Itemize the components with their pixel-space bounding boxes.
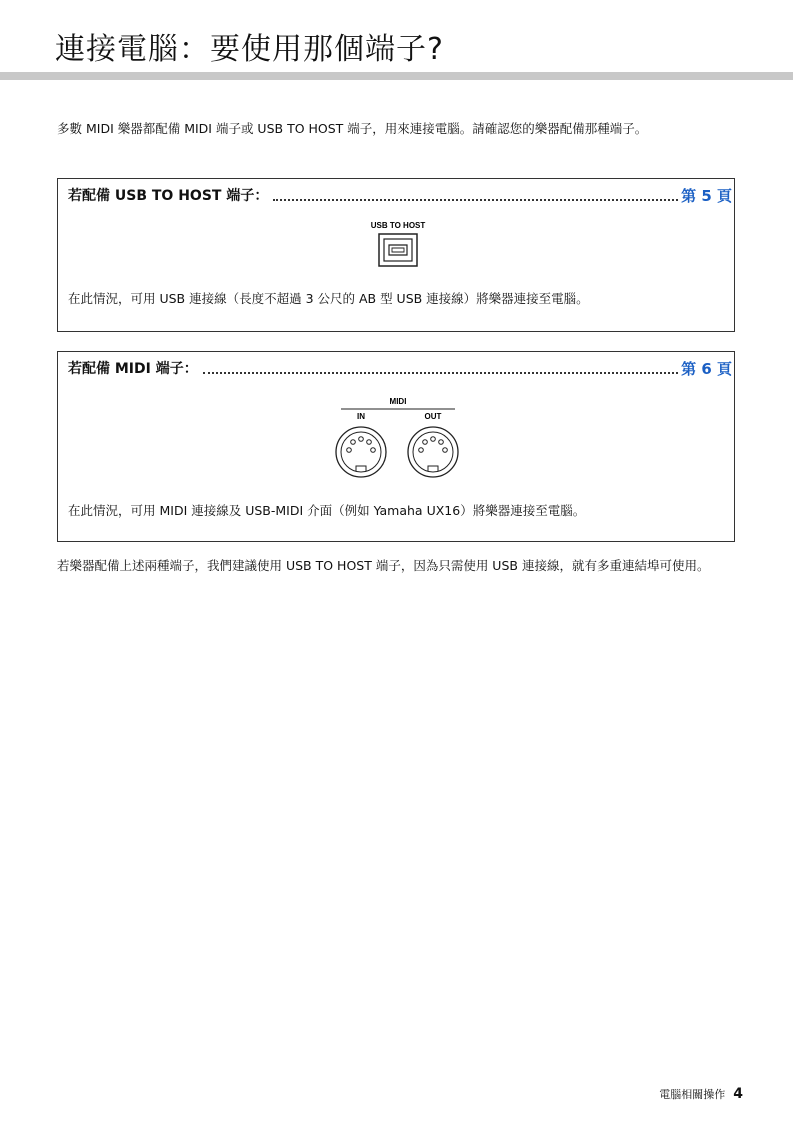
usb-page-reference-link[interactable]: 第 5 頁 (681, 187, 732, 205)
leader-dots (203, 372, 678, 374)
page-number: 4 (733, 1086, 743, 1102)
midi-box-description: 在此情況，可用 MIDI 連接線及 USB-MIDI 介面（例如 Yamaha UX16）將樂器連接至電腦。 (68, 503, 586, 518)
usb-figure-label: USB TO HOST (370, 221, 426, 230)
midi-figure-label: MIDI (389, 397, 407, 406)
intro-paragraph: 多數 MIDI 樂器都配備 MIDI 端子或 USB TO HOST 端子，用來連接電腦。請確認您的樂器配備那種端子。 (57, 121, 648, 136)
page-footer (659, 1086, 743, 1102)
usb-box-label: 若配備 USB TO HOST 端子： (68, 188, 269, 204)
usb-box-description: 在此情況，可用 USB 連接線（長度不超過 3 公尺的 AB 型 USB 連接線）將樂器連接至電腦。 (68, 291, 589, 306)
midi-in-port-icon (336, 427, 386, 477)
midi-box-heading (68, 357, 732, 379)
usb-to-host-box (57, 178, 735, 332)
midi-out-port-icon (408, 427, 458, 477)
leader-dots (273, 199, 678, 201)
footer-section-title: 電腦相關操作 (659, 1088, 726, 1101)
midi-box-label: 若配備 MIDI 端子： (68, 361, 198, 377)
title-underline-bar (0, 72, 793, 80)
page-title: 連接電腦：要使用那個端子? (55, 32, 444, 67)
usb-to-host-port-illustration (358, 219, 438, 271)
usb-box-heading (68, 184, 732, 206)
midi-in-label: IN (357, 412, 365, 421)
closing-paragraph: 若樂器配備上述兩種端子，我們建議使用 USB TO HOST 端子，因為只需使用 USB 連接線，就有多重連結埠可使用。 (57, 558, 710, 573)
midi-ports-illustration (323, 394, 473, 484)
midi-out-label: OUT (424, 412, 442, 421)
midi-box (57, 351, 735, 542)
midi-page-reference-link[interactable]: 第 6 頁 (681, 360, 732, 378)
